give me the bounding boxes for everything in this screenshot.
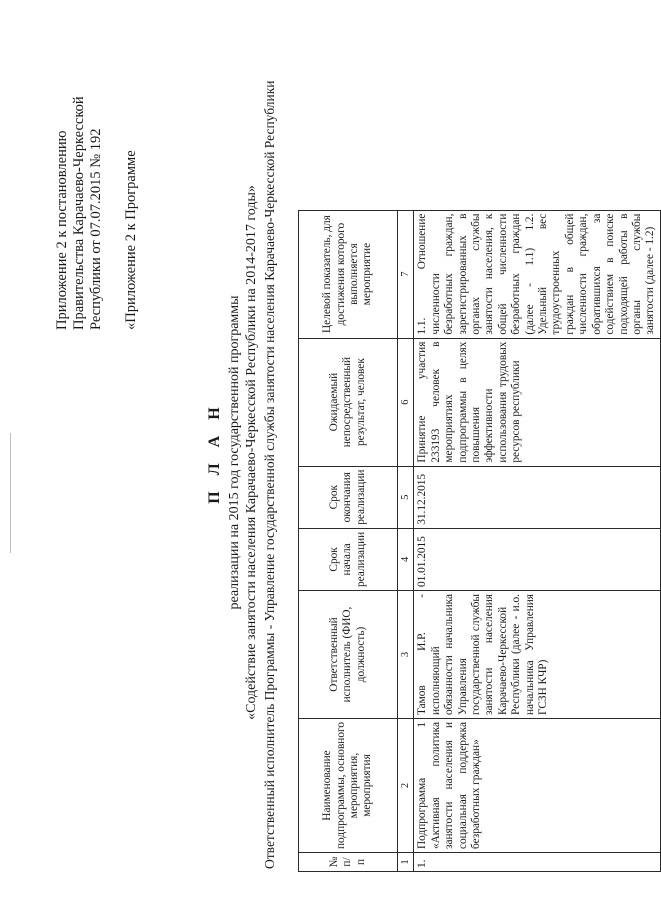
header-cell: Целевой показатель, для достижения которого выполняется мероприятие bbox=[299, 210, 398, 338]
subprogram-name: Подпрограмма 1 «Активная политика занятости населения и социальная поддержка безработных граждан» bbox=[414, 719, 660, 853]
column-number: 2 bbox=[398, 719, 414, 853]
header-cell: Срок окончания реализации bbox=[299, 466, 398, 528]
start-date: 01.01.2015 bbox=[414, 528, 660, 590]
table-header-row bbox=[299, 210, 398, 871]
column-number: 1 bbox=[398, 853, 414, 872]
expected-result: Принятие участия 233193 человек в мероприятиях подпрограммы в целях повышения эффективности использования трудовых ресурсов республики bbox=[414, 338, 660, 466]
plan-title: П Л А Н bbox=[206, 401, 223, 504]
end-date: 31.12.2015 bbox=[414, 466, 660, 528]
header-cell: Ответственный исполнитель (ФИО, должность) bbox=[299, 591, 398, 719]
executor-cell: Тамов И.Р. - исполняющий обязанности начальника Управления государственной службы занятости населения Карачаево-Черкесской Республики (далее - и.о. начальника Управления ГСЗН КЧР) bbox=[414, 591, 660, 719]
plan-subtitle bbox=[226, 0, 260, 905]
annex-line: Приложение 2 к постановлению bbox=[54, 130, 70, 330]
header-cell: Наименование подпрограммы, основного мероприятия, мероприятия bbox=[299, 719, 398, 853]
annex-line: Республики от 07.07.2015 № 192 bbox=[88, 128, 104, 330]
header-cell: Ожидаемый непосредственный результат, человек bbox=[299, 338, 398, 466]
column-number-row bbox=[398, 210, 414, 871]
column-number: 4 bbox=[398, 528, 414, 590]
plan-table bbox=[298, 210, 661, 872]
table-row bbox=[414, 210, 660, 871]
column-number: 6 bbox=[398, 338, 414, 466]
row-number: 1. bbox=[414, 853, 660, 872]
subtitle-line: «Содействие занятости населения Карачаево-Черкесской Республики на 2014-2017 годы» bbox=[244, 185, 259, 720]
column-number: 7 bbox=[398, 210, 414, 338]
scan-edge-mark bbox=[10, 433, 11, 553]
column-number: 5 bbox=[398, 466, 414, 528]
header-cell: № п/п bbox=[299, 853, 398, 872]
annex-line: Правительства Карачаево-Черкесской bbox=[71, 96, 87, 330]
column-number: 3 bbox=[398, 591, 414, 719]
annex-block bbox=[54, 96, 140, 330]
responsible-executor: Ответственный исполнитель Программы - Управление государственной службы занятости населения Карачаево-Черкесской Республики bbox=[262, 80, 277, 869]
target-indicator: 1.1. Отношение численности безработных граждан, зарегистрированных в органах службы занятости населения, к общей численности безработных граждан (далее - 1.1) 1.2. Удельный вес трудоустроенных граждан в общей численности граждан, обратившихся за содействием в поиске подходящей работы в органы службы занятости (далее - 1.2) bbox=[414, 210, 660, 338]
subtitle-line: реализации на 2015 год государственной программы bbox=[227, 295, 242, 610]
annex-line: «Приложение 2 к Программе bbox=[123, 150, 139, 330]
header-cell: Срок начала реализации bbox=[299, 528, 398, 590]
